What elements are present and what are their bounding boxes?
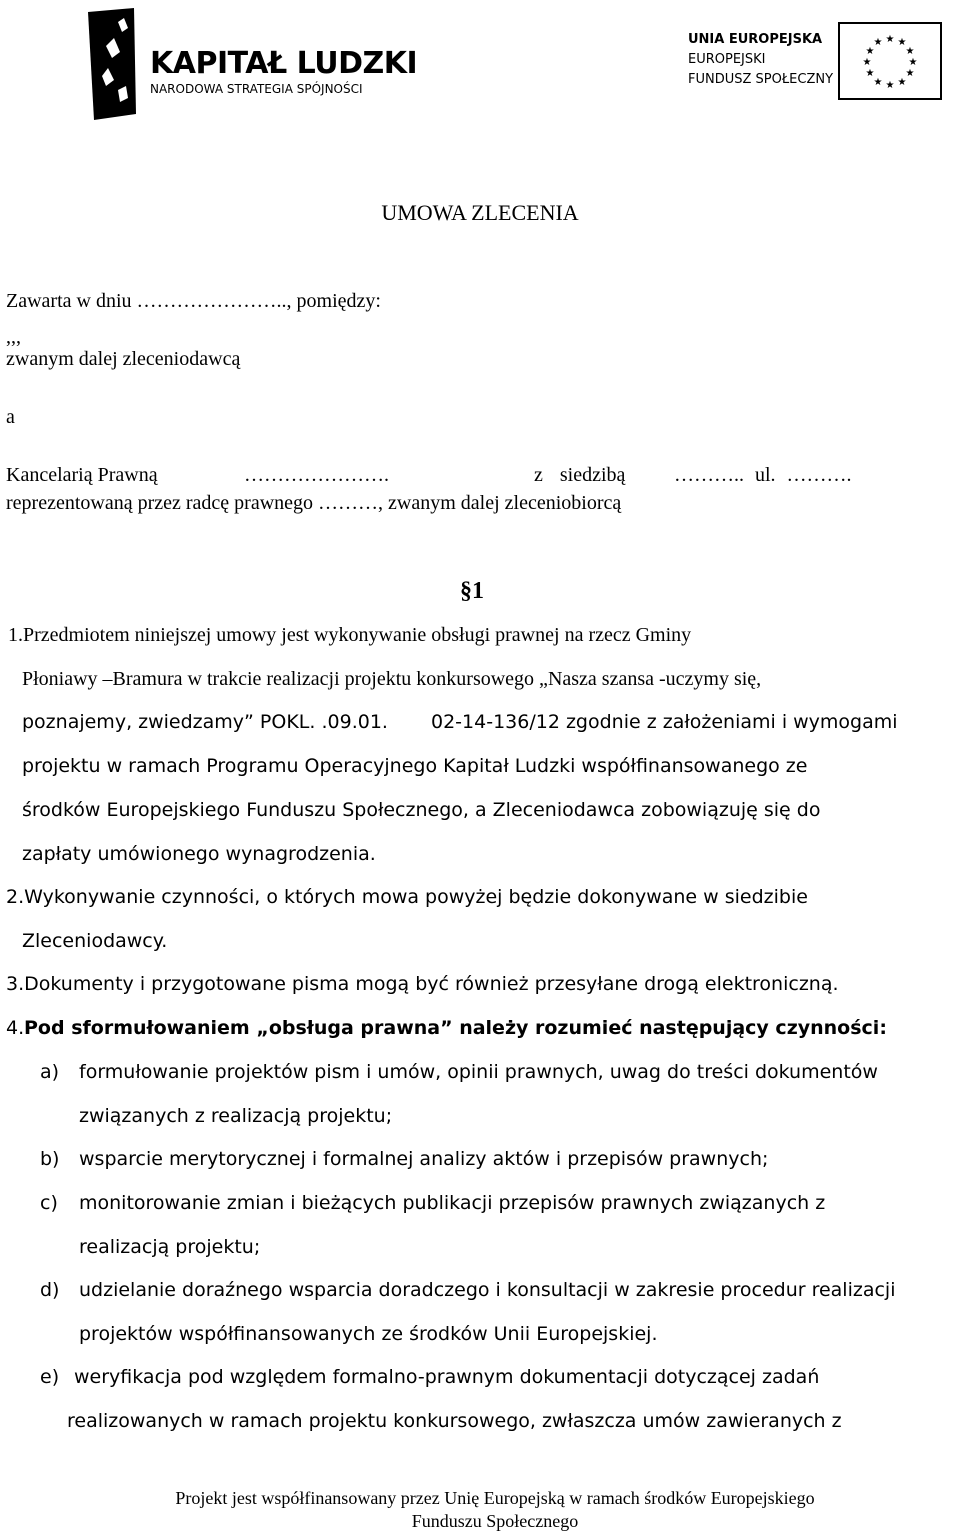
kl-logo-subtitle: NARODOWA STRATEGIA SPÓJNOŚCI <box>150 82 363 96</box>
item-b-line1: wsparcie merytorycznej i formalnej analizy aktów i przepisów prawnych; <box>79 1148 769 1170</box>
item-a-line2: związanych z realizacją projektu; <box>79 1105 393 1127</box>
svg-text:★: ★ <box>873 37 883 48</box>
kapital-ludzki-logo <box>84 6 418 122</box>
item-d-line1: udzielanie doraźnego wsparcia doradczego i konsultacji w zakresie procedur realizacji <box>79 1279 896 1301</box>
eu-logo-line1: UNIA EUROPEJSKA <box>688 32 823 47</box>
item-c-line2: realizacją projektu; <box>79 1236 261 1258</box>
svg-text:★: ★ <box>865 68 875 79</box>
p1-line6: zapłaty umówionego wynagrodzenia. <box>22 843 376 865</box>
svg-text:★: ★ <box>865 46 875 57</box>
p1-line3b: 02-14-136/12 zgodnie z założeniami i wymogami <box>431 711 898 733</box>
document-title: UMOWA ZLECENIA <box>381 200 579 225</box>
item-a-line1: formułowanie projektów pism i umów, opinii prawnych, uwag do treści dokumentów <box>79 1061 878 1083</box>
client-line: zwanym dalej zleceniodawcą <box>6 348 241 370</box>
p1-line2: Płoniawy –Bramura w trakcie realizacji projektu konkursowego „Nasza szansa -uczymy się, <box>22 668 762 690</box>
p4-heading: Pod sformułowaniem „obsługa prawna” należy rozumieć następujący czynności: <box>24 1017 887 1039</box>
eu-logo-line3: FUNDUSZ SPOŁECZNY <box>688 72 834 87</box>
item-d-line2: projektów współfinansowanych ze środków Unii Europejskiej. <box>79 1323 658 1345</box>
p2-line1: 2.Wykonywanie czynności, o których mowa powyżej będzie dokonywane w siedzibie <box>6 886 808 908</box>
concluded-line: Zawarta w dniu ………………….., pomiędzy: <box>6 290 381 312</box>
represented-line: reprezentowaną przez radcę prawnego ………, zwanym dalej zleceniobiorcą <box>6 492 622 514</box>
svg-text:★: ★ <box>905 68 915 79</box>
p1-line5: środków Europejskiego Funduszu Społecznego, a Zleceniodawca zobowiązuję się do <box>22 799 821 821</box>
item-e-line2: realizowanych w ramach projektu konkursowego, zwłaszcza umów zawieranych z <box>67 1410 842 1432</box>
seat-dots: ……….. ul. ………. <box>674 464 852 486</box>
item-e-mark: e) <box>40 1366 60 1388</box>
svg-text:★: ★ <box>862 57 872 68</box>
item-c-line1: monitorowanie zmian i bieżących publikacji przepisów prawnych związanych z <box>79 1192 826 1214</box>
eu-flag-stars-icon <box>838 22 942 100</box>
footer-line1: Projekt jest współfinansowany przez Unię Europejską w ramach środków Europejskiego <box>175 1488 815 1508</box>
item-a-mark: a) <box>40 1061 60 1083</box>
parties-separator: ,,, <box>6 326 21 348</box>
item-b-mark: b) <box>40 1148 60 1170</box>
p1-line3a: poznajemy, zwiedzamy” POKL. .09.01. <box>22 711 388 733</box>
and-line: a <box>6 406 15 428</box>
firm-label: Kancelarią Prawną <box>6 464 158 486</box>
svg-text:★: ★ <box>905 46 915 57</box>
p1-line4: projektu w ramach Programu Operacyjnego Kapitał Ludzki współfinansowanego ze <box>22 755 808 777</box>
section-number: §1 <box>460 578 484 604</box>
footer-line2: Funduszu Społecznego <box>411 1511 579 1531</box>
p1-line1: 1.Przedmiotem niniejszej umowy jest wykonywanie obsługi prawnej na rzecz Gminy <box>8 624 692 646</box>
item-d-mark: d) <box>40 1279 60 1301</box>
svg-text:★: ★ <box>885 34 895 45</box>
svg-text:★: ★ <box>885 80 895 91</box>
svg-text:★: ★ <box>873 77 883 88</box>
item-e-line1: weryfikacja pod względem formalno-prawnym dokumentacji dotyczącej zadań <box>74 1366 820 1388</box>
seat-label: z siedzibą <box>534 464 626 486</box>
p4-number: 4. <box>6 1017 25 1039</box>
p2-line2: Zleceniodawcy. <box>22 930 168 952</box>
svg-text:★: ★ <box>908 57 918 68</box>
firm-dots: …………………. <box>244 464 389 486</box>
eu-efs-logo <box>684 22 952 102</box>
svg-text:★: ★ <box>897 37 907 48</box>
svg-text:★: ★ <box>897 77 907 88</box>
item-c-mark: c) <box>40 1192 58 1214</box>
p3-line: 3.Dokumenty i przygotowane pisma mogą być również przesyłane drogą elektroniczną. <box>6 973 839 995</box>
eu-logo-line2: EUROPEJSKI <box>688 52 766 67</box>
kl-logo-title: KAPITAŁ LUDZKI <box>150 46 418 81</box>
